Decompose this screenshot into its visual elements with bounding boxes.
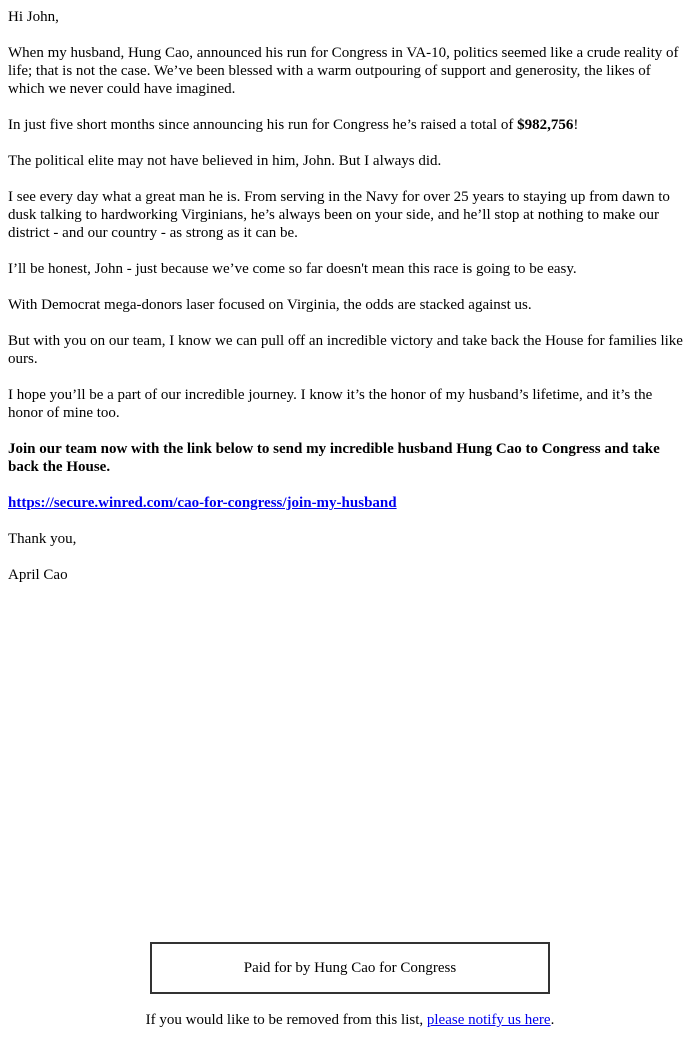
- paragraph-odds: With Democrat mega-donors laser focused on Virginia, the odds are stacked against us.: [8, 297, 532, 313]
- unsubscribe-punctuation: .: [550, 1012, 555, 1028]
- donation-link-line: [8, 494, 688, 512]
- donation-link[interactable]: https://secure.winred.com/cao-for-congress/join-my-husband: [8, 495, 397, 511]
- unsubscribe-line: [0, 1011, 700, 1029]
- paragraph-service: I see every day what a great man he is. From serving in the Navy for over 25 years to staying up from dawn to dusk talking to hardworking Virginians, he’s always been on your side, and he’ll stop at nothing to make our district - and our country - as strong as it can be.: [8, 189, 670, 241]
- paid-for-disclaimer: Paid for by Hung Cao for Congress: [243, 960, 457, 976]
- paragraph-journey: I hope you’ll be a part of our incredible journey. I know it’s the honor of my husband’s lifetime, and it’s the honor of mine too.: [8, 387, 653, 421]
- unsubscribe-text: If you would like to be removed from this list,: [145, 1012, 427, 1028]
- email-body: [8, 8, 688, 602]
- paragraph-announcement: When my husband, Hung Cao, announced his run for Congress in VA-10, politics seemed like a crude reality of life; that is not the case. We’ve been blessed with a warm outpouring of support and generosity, the likes of which we never could have imagined.: [8, 45, 679, 97]
- paragraph-team: But with you on our team, I know we can pull off an incredible victory and take back the House for families like ours.: [8, 333, 683, 367]
- signoff: Thank you,: [8, 531, 77, 547]
- signature: April Cao: [8, 567, 68, 583]
- unsubscribe-link[interactable]: please notify us here: [426, 1012, 551, 1028]
- call-to-action: Join our team now with the link below to send my incredible husband Hung Cao to Congress and take back the House.: [8, 441, 660, 475]
- greeting: Hi John,: [8, 9, 59, 25]
- fundraising-amount: $982,756: [517, 117, 574, 133]
- paragraph-fundraising: [8, 116, 688, 134]
- fundraising-punctuation: !: [573, 117, 579, 133]
- paragraph-honesty: I’ll be honest, John - just because we’ve come so far doesn't mean this race is going to be easy.: [8, 261, 577, 277]
- paragraph-belief: The political elite may not have believed in him, John. But I always did.: [8, 153, 442, 169]
- fundraising-text: In just five short months since announcing his run for Congress he’s raised a total of: [8, 117, 518, 133]
- paid-for-disclaimer-box: [150, 942, 550, 994]
